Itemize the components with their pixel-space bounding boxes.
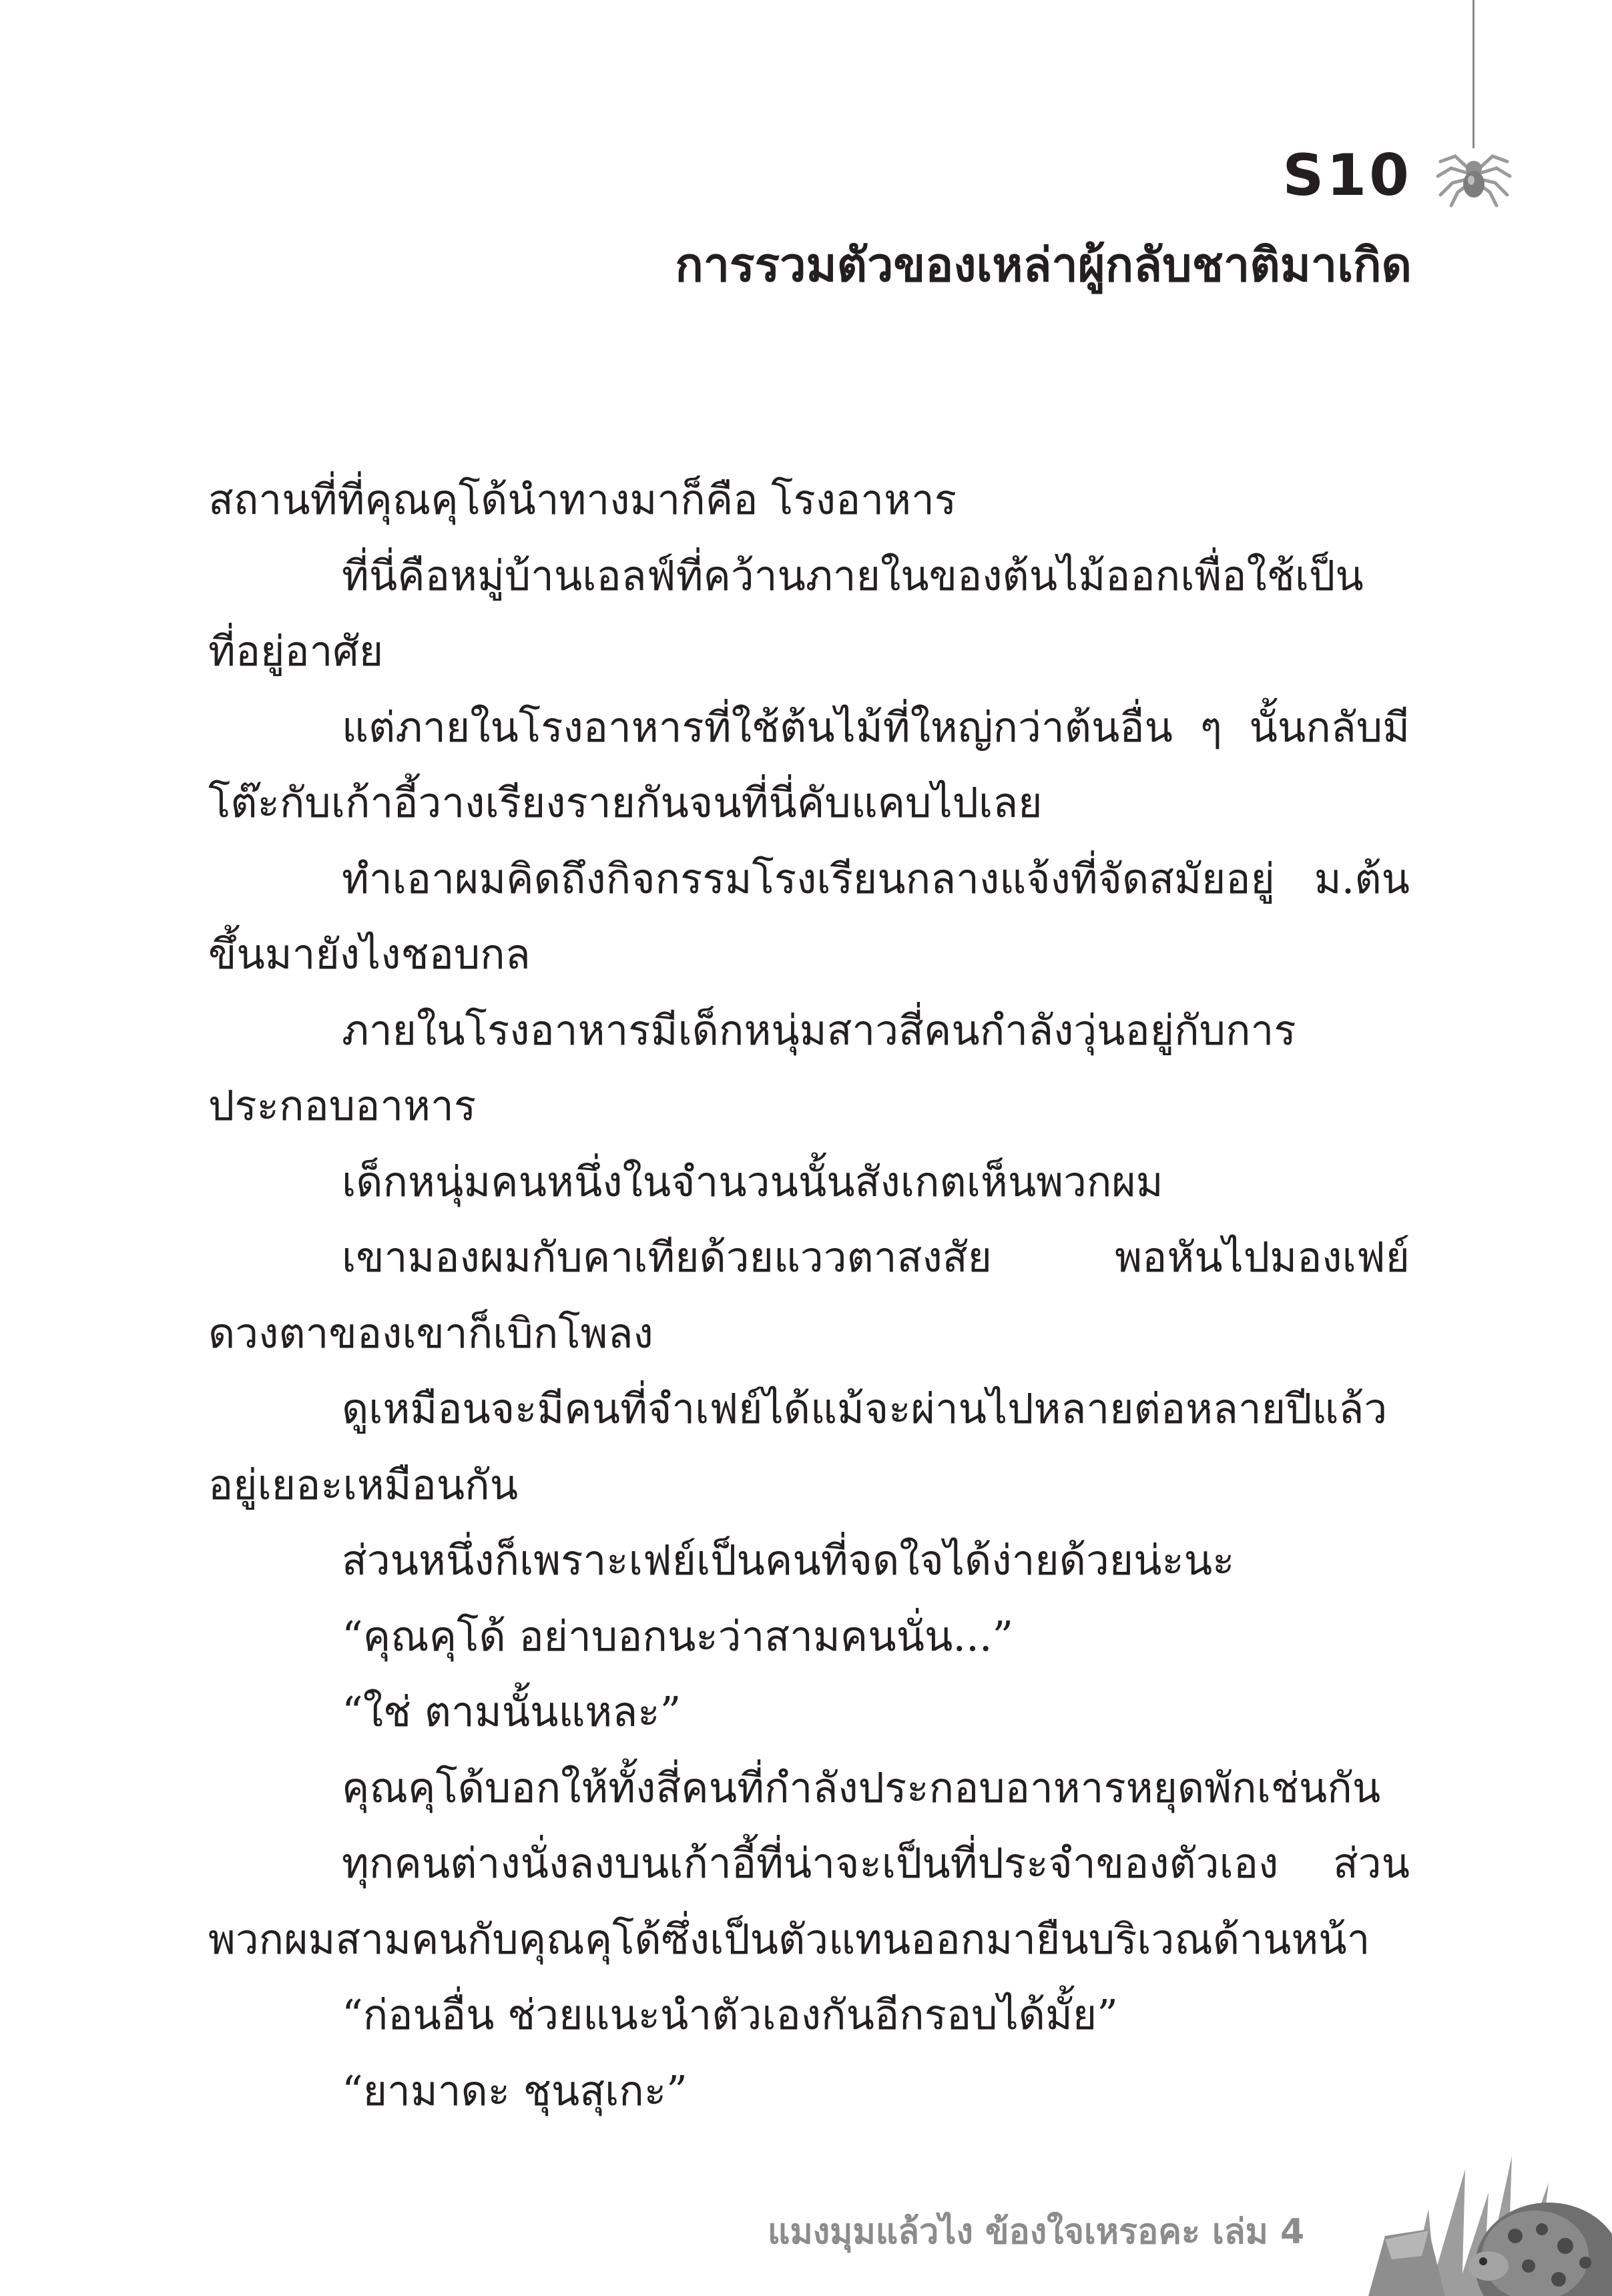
text-line: ส่วนหนึ่งก็เพราะเฟย์เป็นคนที่จดใจได้ง่ายด้วยน่ะนะ bbox=[342, 1536, 1235, 1585]
text-line: ดูเหมือนจะมีคนที่จำเฟย์ได้แม้จะผ่านไปหลายต่อหลายปีแล้ว bbox=[342, 1384, 1388, 1433]
paragraph bbox=[208, 1219, 1410, 1371]
paragraph bbox=[208, 1750, 1410, 1826]
text-line: โต๊ะกับเก้าอี้วางเรียงรายกันจนที่นี่คับแคบไปเลย bbox=[208, 778, 1043, 827]
paragraph bbox=[208, 841, 1410, 992]
text-line: “ใช่ ตามนั้นแหละ” bbox=[342, 1687, 682, 1736]
chapter-number: S10 bbox=[1282, 142, 1412, 209]
text-line: “คุณคุโด้ อย่าบอกนะว่าสามคนนั่น...” bbox=[342, 1611, 1014, 1661]
paragraph bbox=[208, 992, 1410, 1144]
text-line: ทำเอาผมคิดถึงกิจกรรมโรงเรียนกลางแจ้งที่จัดสมัยอยู่ ม.ต้น bbox=[342, 854, 1410, 903]
paragraph bbox=[208, 1144, 1410, 1220]
running-footer: แมงมุมแล้วไง ข้องใจเหรอคะ เล่ม 4 bbox=[768, 2212, 1305, 2252]
chapter-title: การรวมตัวของเหล่าผู้กลับชาติมาเกิด bbox=[675, 238, 1412, 292]
text-line: ประกอบอาหาร bbox=[208, 1081, 477, 1130]
paragraph bbox=[208, 1674, 1410, 1750]
text-line: คุณคุโด้บอกให้ทั้งสี่คนที่กำลังประกอบอาหารหยุดพักเช่นกัน bbox=[342, 1763, 1381, 1812]
text-line: ขึ้นมายังไงชอบกล bbox=[208, 930, 531, 978]
text-line: พวกผมสามคนกับคุณคุโด้ซึ่งเป็นตัวแทนออกมายืนบริเวณด้านหน้า bbox=[208, 1914, 1370, 1964]
text-line: เด็กหนุ่มคนหนึ่งในจำนวนนั้นสังเกตเห็นพวกผม bbox=[342, 1157, 1163, 1206]
paragraph bbox=[208, 1522, 1410, 1599]
text-line: ทุกคนต่างนั่งลงบนเก้าอี้ที่น่าจะเป็นที่ประจำของตัวเอง ส่วน bbox=[342, 1839, 1410, 1888]
paragraph bbox=[208, 1977, 1410, 2053]
text-line: ภายในโรงอาหารมีเด็กหนุ่มสาวสี่คนกำลังวุ่นอยู่กับการ bbox=[342, 1005, 1296, 1055]
paragraph bbox=[208, 538, 1410, 689]
paragraph bbox=[208, 462, 1410, 538]
text-line: “ยามาดะ ชุนสุเกะ” bbox=[342, 2066, 688, 2115]
text-line: สถานที่ที่คุณคุโด้นำทางมาก็คือ โรงอาหาร bbox=[208, 475, 957, 524]
text-line: แต่ภายในโรงอาหารที่ใช้ต้นไม้ที่ใหญ่กว่าต้นอื่น ๆ นั้นกลับมี bbox=[342, 702, 1410, 752]
paragraph bbox=[208, 2053, 1410, 2129]
mascot-illustration bbox=[1328, 2129, 1612, 2296]
body-text bbox=[208, 462, 1410, 2128]
paragraph bbox=[208, 689, 1410, 841]
text-line: ที่อยู่อาศัย bbox=[208, 627, 384, 675]
spider-icon bbox=[1435, 141, 1513, 208]
paragraph bbox=[208, 1371, 1410, 1522]
text-line: อยู่เยอะเหมือนกัน bbox=[208, 1460, 519, 1509]
text-line: ดวงตาของเขาก็เบิกโพลง bbox=[208, 1308, 653, 1358]
text-line: เขามองผมกับคาเทียด้วยแววตาสงสัย พอหันไปมองเฟย์ bbox=[342, 1233, 1410, 1281]
paragraph bbox=[208, 1599, 1410, 1675]
text-line: “ก่อนอื่น ช่วยแนะนำตัวเองกันอีกรอบได้มั้ย” bbox=[342, 1990, 1118, 2039]
paragraph bbox=[208, 1825, 1410, 1977]
text-line: ที่นี่คือหมู่บ้านเอลฟ์ที่คว้านภายในของต้นไม้ออกเพื่อใช้เป็น bbox=[342, 551, 1364, 600]
spider-thread bbox=[1472, 0, 1474, 148]
